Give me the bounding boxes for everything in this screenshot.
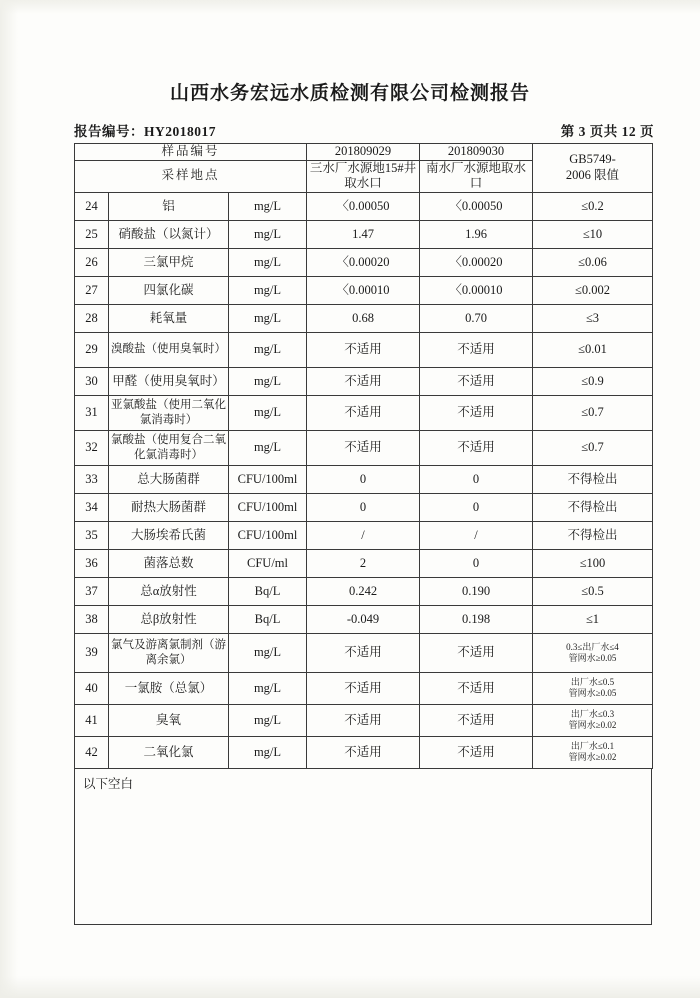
value-sample-1: 〈0.00050	[307, 192, 420, 220]
table-row	[75, 332, 653, 367]
limit-value: 0.3≤出厂水≤4 管网水≥0.05	[533, 633, 653, 672]
parameter-unit: CFU/100ml	[229, 465, 307, 493]
parameter-name: 菌落总数	[109, 549, 229, 577]
value-sample-1: 〈0.00020	[307, 248, 420, 276]
parameter-unit: CFU/100ml	[229, 493, 307, 521]
row-index: 42	[75, 736, 109, 768]
row-index: 24	[75, 192, 109, 220]
limit-value: ≤3	[533, 304, 653, 332]
row-index: 31	[75, 395, 109, 430]
value-sample-2: 0	[420, 493, 533, 521]
sample-no-label: 样品编号	[75, 144, 307, 161]
table-row	[75, 736, 653, 768]
table-row	[75, 493, 653, 521]
parameter-unit: mg/L	[229, 332, 307, 367]
value-sample-1: 不适用	[307, 704, 420, 736]
row-index: 26	[75, 248, 109, 276]
value-sample-1: 不适用	[307, 672, 420, 704]
limit-value: 不得检出	[533, 493, 653, 521]
value-sample-1: 不适用	[307, 736, 420, 768]
limit-value: 出厂水≤0.1 管网水≥0.02	[533, 736, 653, 768]
value-sample-1: 1.47	[307, 220, 420, 248]
parameter-unit: mg/L	[229, 672, 307, 704]
blank-section	[74, 768, 652, 925]
row-index: 40	[75, 672, 109, 704]
value-sample-1: 不适用	[307, 367, 420, 395]
table-row	[75, 672, 653, 704]
limit-value: ≤0.9	[533, 367, 653, 395]
blank-note: 以下空白	[83, 776, 134, 791]
sampling-site-1: 三水厂水源地15#井取水口	[307, 160, 420, 192]
limit-value: ≤0.7	[533, 395, 653, 430]
value-sample-1: 不适用	[307, 430, 420, 465]
limit-value: ≤0.002	[533, 276, 653, 304]
parameter-unit: mg/L	[229, 736, 307, 768]
parameter-unit: mg/L	[229, 220, 307, 248]
value-sample-2: 0.190	[420, 577, 533, 605]
table-row	[75, 192, 653, 220]
value-sample-2: 0	[420, 549, 533, 577]
page-title: 山西水务宏远水质检测有限公司检测报告	[169, 83, 530, 104]
value-sample-2: 0	[420, 465, 533, 493]
value-sample-2: 不适用	[420, 367, 533, 395]
parameter-name: 四氯化碳	[109, 276, 229, 304]
limit-value: ≤0.2	[533, 192, 653, 220]
row-index: 25	[75, 220, 109, 248]
value-sample-2: 不适用	[420, 633, 533, 672]
row-index: 27	[75, 276, 109, 304]
value-sample-1: -0.049	[307, 605, 420, 633]
value-sample-1: 0	[307, 493, 420, 521]
limit-value: ≤0.06	[533, 248, 653, 276]
parameter-name: 溴酸盐（使用臭氧时）	[109, 332, 229, 367]
table-row	[75, 605, 653, 633]
row-index: 35	[75, 521, 109, 549]
value-sample-1: 不适用	[307, 395, 420, 430]
parameter-name: 臭氧	[109, 704, 229, 736]
value-sample-2: 不适用	[420, 672, 533, 704]
parameter-name: 总大肠菌群	[109, 465, 229, 493]
parameter-unit: mg/L	[229, 276, 307, 304]
parameter-name: 大肠埃希氏菌	[109, 521, 229, 549]
value-sample-2: 〈0.00020	[420, 248, 533, 276]
parameter-unit: mg/L	[229, 367, 307, 395]
parameter-name: 三氯甲烷	[109, 248, 229, 276]
table-row	[75, 276, 653, 304]
parameter-name: 亚氯酸盐（使用二氧化氯消毒时）	[109, 395, 229, 430]
value-sample-2: 不适用	[420, 332, 533, 367]
table-row	[75, 304, 653, 332]
table-row	[75, 633, 653, 672]
parameter-unit: mg/L	[229, 633, 307, 672]
table-row	[75, 220, 653, 248]
value-sample-1: 0.242	[307, 577, 420, 605]
parameter-unit: Bq/L	[229, 577, 307, 605]
paper-edge-bottom	[0, 976, 700, 998]
limit-header: GB5749- 2006 限值	[533, 144, 653, 193]
parameter-name: 硝酸盐（以氮计）	[109, 220, 229, 248]
row-index: 37	[75, 577, 109, 605]
table-row	[75, 248, 653, 276]
value-sample-1: 不适用	[307, 332, 420, 367]
row-index: 41	[75, 704, 109, 736]
table-row	[75, 465, 653, 493]
table-row	[75, 367, 653, 395]
limit-value: ≤1	[533, 605, 653, 633]
parameter-name: 甲醛（使用臭氧时）	[109, 367, 229, 395]
parameter-name: 氯气及游离氯制剂（游离余氯）	[109, 633, 229, 672]
page-number: 第 3 页共 12 页	[560, 124, 654, 139]
parameter-unit: mg/L	[229, 704, 307, 736]
parameter-unit: Bq/L	[229, 605, 307, 633]
value-sample-1: /	[307, 521, 420, 549]
sampling-site-2: 南水厂水源地取水口	[420, 160, 533, 192]
sampling-site-label: 采样地点	[75, 160, 307, 192]
row-index: 33	[75, 465, 109, 493]
value-sample-2: 〈0.00010	[420, 276, 533, 304]
limit-value: 不得检出	[533, 521, 653, 549]
limit-value: 出厂水≤0.3 管网水≥0.02	[533, 704, 653, 736]
table-row	[75, 430, 653, 465]
report-meta	[74, 120, 654, 140]
parameter-name: 铝	[109, 192, 229, 220]
row-index: 29	[75, 332, 109, 367]
value-sample-2: 不适用	[420, 736, 533, 768]
parameter-unit: mg/L	[229, 248, 307, 276]
parameter-name: 二氧化氯	[109, 736, 229, 768]
value-sample-2: /	[420, 521, 533, 549]
results-table	[74, 143, 653, 769]
value-sample-2: 0.70	[420, 304, 533, 332]
row-index: 38	[75, 605, 109, 633]
parameter-unit: mg/L	[229, 395, 307, 430]
parameter-name: 一氯胺（总氯）	[109, 672, 229, 704]
row-index: 32	[75, 430, 109, 465]
parameter-name: 总α放射性	[109, 577, 229, 605]
limit-value: ≤0.01	[533, 332, 653, 367]
table-row	[75, 577, 653, 605]
value-sample-1: 0.68	[307, 304, 420, 332]
value-sample-2: 0.198	[420, 605, 533, 633]
row-index: 30	[75, 367, 109, 395]
parameter-unit: CFU/ml	[229, 549, 307, 577]
row-index: 34	[75, 493, 109, 521]
sample-no-1: 201809029	[307, 144, 420, 161]
value-sample-2: 不适用	[420, 395, 533, 430]
value-sample-1: 不适用	[307, 633, 420, 672]
parameter-name: 耐热大肠菌群	[109, 493, 229, 521]
value-sample-2: 不适用	[420, 704, 533, 736]
results-table-body	[75, 144, 653, 769]
parameter-name: 氯酸盐（使用复合二氧化氯消毒时）	[109, 430, 229, 465]
limit-value: 出厂水≤0.5 管网水≥0.05	[533, 672, 653, 704]
paper-edge-left	[0, 0, 18, 998]
row-index: 36	[75, 549, 109, 577]
table-row	[75, 395, 653, 430]
sample-no-2: 201809030	[420, 144, 533, 161]
parameter-unit: mg/L	[229, 304, 307, 332]
limit-value: ≤100	[533, 549, 653, 577]
table-row	[75, 549, 653, 577]
table-row	[75, 521, 653, 549]
limit-value: ≤0.7	[533, 430, 653, 465]
limit-value: ≤0.5	[533, 577, 653, 605]
parameter-name: 耗氧量	[109, 304, 229, 332]
parameter-unit: mg/L	[229, 192, 307, 220]
value-sample-1: 2	[307, 549, 420, 577]
parameter-name: 总β放射性	[109, 605, 229, 633]
report-number: 报告编号：HY2018017	[74, 124, 216, 139]
limit-value: ≤10	[533, 220, 653, 248]
value-sample-2: 1.96	[420, 220, 533, 248]
table-row	[75, 704, 653, 736]
parameter-unit: CFU/100ml	[229, 521, 307, 549]
value-sample-1: 〈0.00010	[307, 276, 420, 304]
row-index: 28	[75, 304, 109, 332]
value-sample-2: 不适用	[420, 430, 533, 465]
paper-edge-top	[0, 0, 700, 14]
value-sample-2: 〈0.00050	[420, 192, 533, 220]
table-header-row-sample	[75, 144, 653, 161]
row-index: 39	[75, 633, 109, 672]
value-sample-1: 0	[307, 465, 420, 493]
limit-value: 不得检出	[533, 465, 653, 493]
parameter-unit: mg/L	[229, 430, 307, 465]
